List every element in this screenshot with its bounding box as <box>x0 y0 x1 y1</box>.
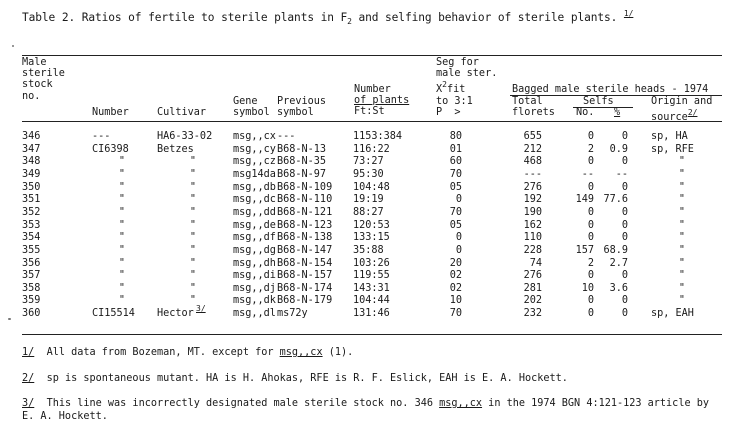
table-row <box>0 194 750 207</box>
cell-number: " <box>118 295 126 307</box>
cell-total: 192 <box>523 194 542 206</box>
cell-no: 0 <box>587 131 594 142</box>
cell-number: " <box>118 232 126 244</box>
cell-total: 212 <box>523 143 542 155</box>
table-row <box>0 207 750 220</box>
header-selfs-pct: % <box>614 107 621 118</box>
cell-p: 10 <box>449 295 462 307</box>
cell-no: 2 <box>587 257 594 269</box>
cell-number: " <box>118 219 126 231</box>
caption-text-end: and selfing behavior of sterile plants. <box>351 11 618 24</box>
cell-total: 276 <box>523 270 542 282</box>
cell-ratio: 1153:384 <box>353 131 403 142</box>
cell-ratio: 133:15 <box>353 232 390 244</box>
cell-prev: B68-N-154 <box>277 257 333 269</box>
cell-total: 468 <box>523 156 542 168</box>
cell-ratio: 120:53 <box>353 219 390 231</box>
header-selfs-no: No. <box>576 107 595 118</box>
cell-cultivar: " <box>189 244 197 256</box>
table-caption <box>22 9 633 26</box>
cell-p: 05 <box>449 181 462 193</box>
table-row <box>0 245 750 258</box>
header-cultivar: Cultivar <box>157 107 207 118</box>
cell-cultivar: HA6-33-02 <box>157 131 213 142</box>
table-top-rule <box>22 55 722 56</box>
scan-speck <box>12 45 14 47</box>
cell-p: 01 <box>449 143 462 155</box>
cell-ratio: 131:46 <box>353 308 390 320</box>
cell-stock: 350 <box>22 181 41 193</box>
cell-p: 0 <box>455 232 462 244</box>
cell-origin: " <box>678 257 686 269</box>
cell-total: 202 <box>523 295 542 307</box>
cell-total: 110 <box>523 232 542 244</box>
cell-total: --- <box>523 168 542 180</box>
cell-cultivar: " <box>189 156 197 168</box>
header-number-of-plants: Number of plants Ft:St <box>354 84 410 118</box>
cell-prev: B68-N-13 <box>277 143 327 155</box>
header-seg-chi: Seg for male ster. $X^2fit$ to 3:1 P > <box>436 57 498 118</box>
cultivar-footnote-mark: 3/ <box>196 304 206 314</box>
cell-stock: 356 <box>22 257 41 269</box>
cell-total: 190 <box>523 206 542 218</box>
cell-number: " <box>118 168 126 180</box>
cell-total: 228 <box>523 244 542 256</box>
cell-gene: msg,,dk <box>233 295 276 307</box>
header-previous-symbol: Previous symbol <box>277 96 327 119</box>
cell-p: 02 <box>449 282 462 294</box>
cell-gene: msg,,dh <box>233 257 276 269</box>
cell-pct: 0 <box>621 295 628 307</box>
cell-prev: B68-N-97 <box>277 168 327 180</box>
cell-total: 74 <box>529 257 542 269</box>
caption-text: Table 2. Ratios of fertile to sterile plants in F <box>22 11 348 24</box>
cell-gene: msg,,dc <box>233 194 276 206</box>
cell-pct: -- <box>615 168 628 180</box>
cell-origin: " <box>678 206 686 218</box>
cell-ratio: 104:44 <box>353 295 390 307</box>
cell-stock: 360 <box>22 308 41 320</box>
header-bottom-rule <box>22 121 722 122</box>
cell-p: 80 <box>449 131 462 142</box>
cell-gene: msg,,di <box>233 270 276 282</box>
cell-prev: B68-N-35 <box>277 156 327 168</box>
cell-origin: " <box>678 168 686 180</box>
cell-no: 0 <box>587 181 594 193</box>
cell-ratio: 143:31 <box>353 282 390 294</box>
table-row <box>0 144 750 157</box>
cell-pct: 0.9 <box>609 143 628 155</box>
cell-cultivar: Betzes <box>157 143 194 155</box>
cell-cultivar: " <box>189 270 197 282</box>
cell-number: --- <box>92 131 111 142</box>
cell-origin: sp, EAH <box>651 308 694 320</box>
table-row <box>0 182 750 195</box>
cell-no: 10 <box>581 282 594 294</box>
cell-cultivar: " <box>189 219 197 231</box>
cell-gene: msg,,de <box>233 219 276 231</box>
cell-pct: 0 <box>621 232 628 244</box>
cell-gene: msg,,cz <box>233 156 276 168</box>
cell-pct: 68.9 <box>603 244 628 256</box>
cell-total: 281 <box>523 282 542 294</box>
cell-gene: msg,,cx <box>233 131 276 142</box>
table-row <box>0 232 750 245</box>
cell-gene: msg,,dd <box>233 206 276 218</box>
cell-prev: B68-N-110 <box>277 194 333 206</box>
cell-stock: 354 <box>22 232 41 244</box>
cell-number: " <box>118 194 126 206</box>
cell-ratio: 19:19 <box>353 194 384 206</box>
cell-stock: 357 <box>22 270 41 282</box>
cell-stock: 348 <box>22 156 41 168</box>
cell-number: " <box>118 181 126 193</box>
cell-no: 0 <box>587 156 594 168</box>
cell-no: 0 <box>587 308 594 320</box>
cell-cultivar: Hector <box>157 308 194 320</box>
cell-prev: B68-N-174 <box>277 282 333 294</box>
cell-total: 276 <box>523 181 542 193</box>
header-total-florets: Total florets <box>512 96 555 119</box>
cell-ratio: 116:22 <box>353 143 390 155</box>
cell-origin: " <box>678 194 686 206</box>
cell-origin: " <box>678 219 686 231</box>
table-bottom-rule <box>22 334 722 335</box>
cell-gene: msg,,db <box>233 181 276 193</box>
cell-ratio: 95:30 <box>353 168 384 180</box>
cell-stock: 347 <box>22 143 41 155</box>
cell-ratio: 104:48 <box>353 181 390 193</box>
caption-subscript: 2 <box>347 17 352 26</box>
cell-stock: 352 <box>22 206 41 218</box>
gene-symbol: msg,,cx <box>439 398 483 409</box>
cell-stock: 349 <box>22 168 41 180</box>
cell-prev: B68-N-109 <box>277 181 333 193</box>
cell-total: 232 <box>523 308 542 320</box>
cell-stock: 351 <box>22 194 41 206</box>
cell-pct: 0 <box>621 156 628 168</box>
cell-p: 20 <box>449 257 462 269</box>
cell-p: 70 <box>449 168 462 180</box>
cell-prev: B68-N-123 <box>277 219 333 231</box>
cell-no: 157 <box>575 244 594 256</box>
cell-p: 05 <box>449 219 462 231</box>
cell-cultivar: " <box>189 206 197 218</box>
cell-origin: " <box>678 156 686 168</box>
cell-origin: " <box>678 295 686 307</box>
cell-p: 70 <box>449 206 462 218</box>
header-stock: Male sterile stock no. <box>22 57 65 102</box>
header-gene-symbol: Gene symbol <box>233 96 270 119</box>
cell-cultivar: " <box>189 295 197 307</box>
footnote-2: 2/ sp is spontaneous mutant. HA is H. Ahokas, RFE is R. F. Eslick, EAH is E. A. Hockett. <box>22 373 568 384</box>
cell-pct: 77.6 <box>603 194 628 206</box>
cell-gene: msg,,df <box>233 232 276 244</box>
cell-no: 0 <box>587 232 594 244</box>
table-row <box>0 131 750 144</box>
table-row <box>0 258 750 271</box>
header-origin-source: Origin and source$^{2/}$ <box>651 96 713 124</box>
table-row <box>0 169 750 182</box>
footnote-3-continued: E. A. Hockett. <box>22 411 108 422</box>
cell-number: " <box>118 257 126 269</box>
cell-prev: B68-N-157 <box>277 270 333 282</box>
footnote-1: 1/ All data from Bozeman, MT. except for msg,,cx (1). <box>22 347 354 358</box>
cell-origin: " <box>678 270 686 282</box>
cell-origin: sp, RFE <box>651 143 694 155</box>
cell-prev: B68-N-121 <box>277 206 333 218</box>
table-row <box>0 270 750 283</box>
cell-gene: msg14da <box>233 168 276 180</box>
cell-origin: " <box>678 244 686 256</box>
cell-p: 02 <box>449 270 462 282</box>
cell-no: 0 <box>587 206 594 218</box>
cell-p: 60 <box>449 156 462 168</box>
cell-cultivar: " <box>189 181 197 193</box>
cell-prev: B68-N-138 <box>277 232 333 244</box>
cell-total: 655 <box>523 131 542 142</box>
header-selfs: Selfs <box>583 96 614 107</box>
cell-p: 0 <box>455 194 462 206</box>
cell-number: " <box>118 244 126 256</box>
cell-ratio: 103:26 <box>353 257 390 269</box>
cell-gene: msg,,cy <box>233 143 276 155</box>
cell-cultivar: " <box>189 257 197 269</box>
cell-cultivar: " <box>189 168 197 180</box>
gene-symbol: msg,,cx <box>279 347 323 358</box>
cell-prev: B68-N-147 <box>277 244 333 256</box>
cell-gene: msg,,dg <box>233 244 276 256</box>
cell-number: " <box>118 206 126 218</box>
cell-stock: 346 <box>22 131 41 142</box>
cell-no: 149 <box>575 194 594 206</box>
cell-number: " <box>118 156 126 168</box>
cell-prev: ms72y <box>277 308 308 320</box>
cell-stock: 359 <box>22 295 41 307</box>
cell-ratio: 119:55 <box>353 270 390 282</box>
cell-stock: 353 <box>22 219 41 231</box>
header-number: Number <box>92 107 129 118</box>
cell-pct: 3.6 <box>609 282 628 294</box>
cell-pct: 0 <box>621 308 628 320</box>
header-bagged-group: Bagged male sterile heads - 1974 <box>512 84 709 95</box>
cell-pct: 0 <box>621 219 628 231</box>
cell-p: 70 <box>449 308 462 320</box>
table-row <box>0 295 750 308</box>
table-row <box>0 220 750 233</box>
cell-pct: 0 <box>621 270 628 282</box>
cell-pct: 0 <box>621 206 628 218</box>
cell-number: CI15514 <box>92 308 135 320</box>
cell-ratio: 73:27 <box>353 156 384 168</box>
cell-pct: 0 <box>621 131 628 142</box>
cell-no: 2 <box>587 143 594 155</box>
cell-no: 0 <box>587 295 594 307</box>
cell-stock: 355 <box>22 244 41 256</box>
cell-stock: 358 <box>22 282 41 294</box>
cell-origin: " <box>678 232 686 244</box>
table-row <box>0 283 750 296</box>
cell-number: " <box>118 270 126 282</box>
cell-no: -- <box>581 168 594 180</box>
cell-origin: sp, HA <box>651 131 688 142</box>
cell-no: 0 <box>587 219 594 231</box>
cell-gene: msg,,dj <box>233 282 276 294</box>
footnote-3: 3/ This line was incorrectly designated male sterile stock no. 346 msg,,cx in the 1974 BGN 4:121-123 article by <box>22 398 709 409</box>
cell-cultivar: " <box>189 194 197 206</box>
cell-pct: 2.7 <box>609 257 628 269</box>
cell-number: CI6398 <box>92 143 129 155</box>
cell-pct: 0 <box>621 181 628 193</box>
cell-ratio: 35:88 <box>353 244 384 256</box>
cell-prev: B68-N-179 <box>277 295 333 307</box>
cell-total: 162 <box>523 219 542 231</box>
table-row <box>0 304 750 321</box>
cell-origin: " <box>678 181 686 193</box>
caption-footnote-mark: 1/ <box>623 9 634 18</box>
table-row <box>0 156 750 169</box>
cell-cultivar: " <box>189 232 197 244</box>
cell-number: " <box>118 282 126 294</box>
cell-p: 0 <box>455 244 462 256</box>
cell-prev: --- <box>277 131 296 142</box>
cell-ratio: 88:27 <box>353 206 384 218</box>
cell-origin: " <box>678 282 686 294</box>
cell-gene: msg,,dl <box>233 308 276 320</box>
cell-cultivar: " <box>189 282 197 294</box>
cell-no: 0 <box>587 270 594 282</box>
